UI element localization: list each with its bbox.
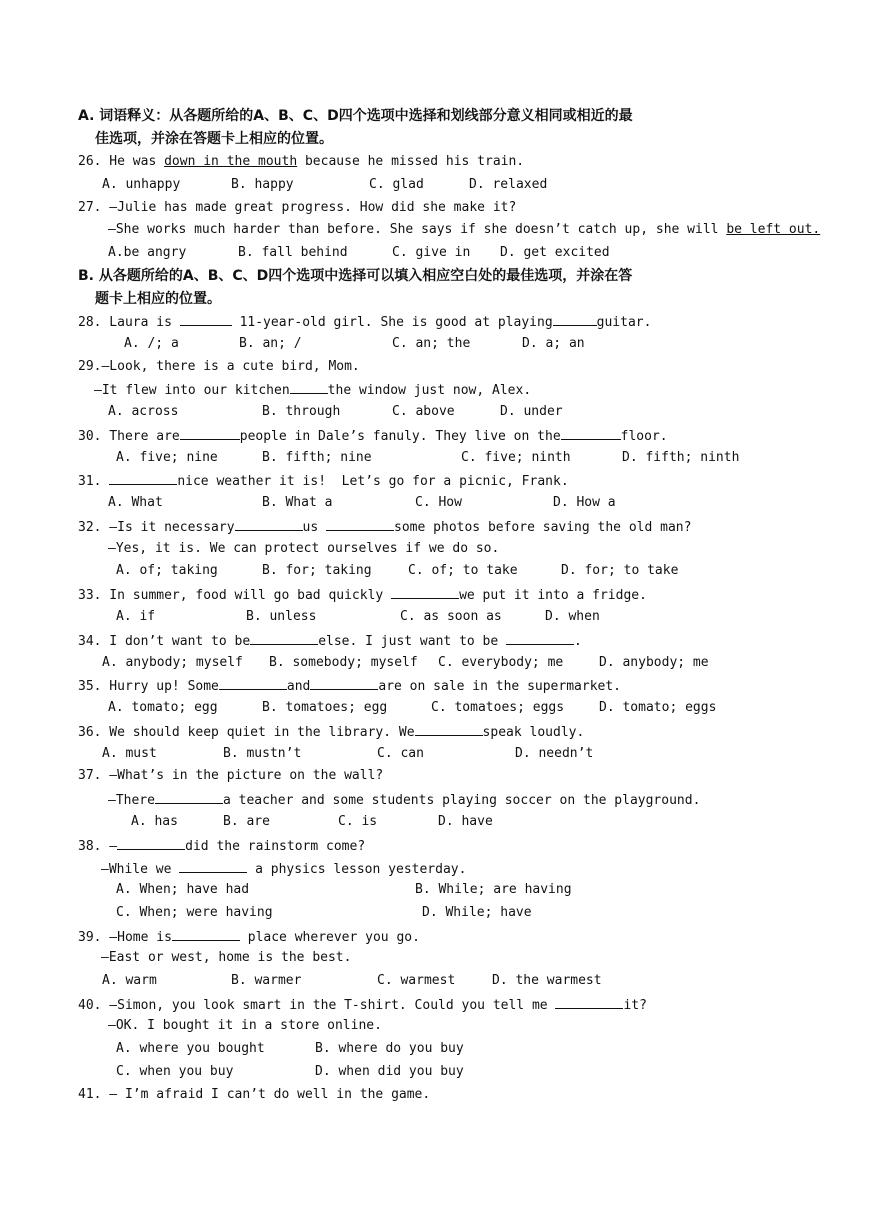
underlined-phrase: down in the mouth xyxy=(164,154,298,169)
option-36-b: B. mustn’t xyxy=(223,746,302,761)
answer-blank xyxy=(117,837,185,850)
option-27-b: B. fall behind xyxy=(238,245,348,260)
section-b-instruction-cont: 题卡上相应的位置。 xyxy=(95,291,221,307)
option-37-c: C. is xyxy=(338,814,378,829)
question-32-reply: —Yes, it is. We can protect ourselves if we do so. xyxy=(108,541,500,556)
option-28-c: C. an; the xyxy=(392,336,471,351)
option-29-a: A. across xyxy=(108,404,179,419)
question-33: 33. In summer, food will go bad quickly we put it into a fridge. xyxy=(78,588,647,603)
option-37-d: D. have xyxy=(438,814,493,829)
option-37-b: B. are xyxy=(223,814,270,829)
question-38: 38. — did the rainstorm come? xyxy=(78,839,366,854)
option-38-d: D. While; have xyxy=(422,905,532,920)
question-40: 40. —Simon, you look smart in the T-shirt. Could you tell me it? xyxy=(78,998,647,1013)
answer-blank xyxy=(250,632,318,645)
answer-blank xyxy=(391,586,459,599)
answer-blank xyxy=(326,518,394,531)
option-26-d: D. relaxed xyxy=(469,177,548,192)
option-35-d: D. tomato; eggs xyxy=(599,700,717,715)
section-a-instruction: A. 词语释义：从各题所给的A、B、C、D四个选项中选择和划线部分意义相同或相近的最 xyxy=(78,108,633,124)
answer-blank xyxy=(415,723,483,736)
underlined-phrase: be left out. xyxy=(726,222,821,237)
section-b-instruction: B. 从各题所给的A、B、C、D四个选项中选择可以填入相应空白处的最佳选项，并涂在答 xyxy=(78,268,633,284)
option-39-a: A. warm xyxy=(102,973,157,988)
option-30-a: A. five; nine xyxy=(116,450,218,465)
answer-blank xyxy=(561,427,621,440)
answer-blank xyxy=(506,632,574,645)
answer-blank xyxy=(155,791,223,804)
option-36-c: C. can xyxy=(377,746,424,761)
option-31-c: C. How xyxy=(415,495,462,510)
option-29-d: D. under xyxy=(500,404,563,419)
option-32-d: D. for; to take xyxy=(561,563,679,578)
answer-blank xyxy=(555,996,623,1009)
option-31-a: A. What xyxy=(108,495,163,510)
answer-blank xyxy=(172,928,240,941)
option-38-c: C. When; were having xyxy=(116,905,273,920)
option-32-c: C. of; to take xyxy=(408,563,518,578)
option-29-c: C. above xyxy=(392,404,455,419)
option-33-b: B. unless xyxy=(246,609,317,624)
option-32-b: B. for; taking xyxy=(262,563,372,578)
section-a-instruction-cont: 佳选项，并涂在答题卡上相应的位置。 xyxy=(95,131,333,147)
option-34-a: A. anybody; myself xyxy=(102,655,243,670)
option-32-a: A. of; taking xyxy=(116,563,218,578)
option-33-d: D. when xyxy=(545,609,600,624)
answer-blank xyxy=(290,381,328,394)
question-27-reply: —She works much harder than before. She says if she doesn’t catch up, she will be left out. xyxy=(108,222,821,237)
option-26-b: B. happy xyxy=(231,177,294,192)
option-30-b: B. fifth; nine xyxy=(262,450,372,465)
option-30-d: D. fifth; ninth xyxy=(622,450,740,465)
question-39-reply: —East or west, home is the best. xyxy=(101,950,352,965)
question-36: 36. We should keep quiet in the library. We speak loudly. xyxy=(78,725,585,740)
option-39-b: B. warmer xyxy=(231,973,302,988)
option-39-c: C. warmest xyxy=(377,973,456,988)
option-39-d: D. the warmest xyxy=(492,973,602,988)
option-38-b: B. While; are having xyxy=(415,882,572,897)
answer-blank xyxy=(179,860,247,873)
question-31: 31. nice weather it is! Let’s go for a picnic, Frank. xyxy=(78,474,569,489)
option-26-c: C. glad xyxy=(369,177,424,192)
option-27-c: C. give in xyxy=(392,245,471,260)
option-30-c: C. five; ninth xyxy=(461,450,571,465)
option-31-d: D. How a xyxy=(553,495,616,510)
option-40-d: D. when did you buy xyxy=(315,1064,464,1079)
answer-blank xyxy=(180,313,232,326)
option-31-b: B. What a xyxy=(262,495,333,510)
question-35: 35. Hurry up! Some and are on sale in the supermarket. xyxy=(78,679,622,694)
answer-blank xyxy=(180,427,240,440)
option-35-c: C. tomatoes; eggs xyxy=(431,700,565,715)
option-28-a: A. /; a xyxy=(124,336,179,351)
question-39: 39. —Home is place wherever you go. xyxy=(78,930,420,945)
option-29-b: B. through xyxy=(262,404,341,419)
option-27-d: D. get excited xyxy=(500,245,610,260)
answer-blank xyxy=(235,518,303,531)
option-26-a: A. unhappy xyxy=(102,177,181,192)
question-40-reply: —OK. I bought it in a store online. xyxy=(108,1018,382,1033)
question-30: 30. There are people in Dale’s fanuly. They live on the floor. xyxy=(78,429,668,444)
question-38-reply: —While we a physics lesson yesterday. xyxy=(101,862,467,877)
option-33-c: C. as soon as xyxy=(400,609,502,624)
option-36-a: A. must xyxy=(102,746,157,761)
question-29: 29.—Look, there is a cute bird, Mom. xyxy=(78,359,360,374)
option-37-a: A. has xyxy=(131,814,178,829)
option-36-d: D. needn’t xyxy=(515,746,594,761)
question-28: 28. Laura is 11-year-old girl. She is good at playing guitar. xyxy=(78,315,652,330)
question-37: 37. —What’s in the picture on the wall? xyxy=(78,768,384,783)
option-34-b: B. somebody; myself xyxy=(269,655,418,670)
option-33-a: A. if xyxy=(116,609,156,624)
question-34: 34. I don’t want to be else. I just want to be . xyxy=(78,634,582,649)
option-38-a: A. When; have had xyxy=(116,882,250,897)
question-32: 32. —Is it necessary us some photos before saving the old man? xyxy=(78,520,692,535)
question-37-reply: —There a teacher and some students playing soccer on the playground. xyxy=(108,793,701,808)
option-40-b: B. where do you buy xyxy=(315,1041,464,1056)
option-34-d: D. anybody; me xyxy=(599,655,709,670)
option-35-b: B. tomatoes; egg xyxy=(262,700,388,715)
answer-blank xyxy=(219,677,287,690)
option-28-b: B. an; / xyxy=(239,336,302,351)
question-29-reply: —It flew into our kitchen the window just now, Alex. xyxy=(94,383,532,398)
option-35-a: A. tomato; egg xyxy=(108,700,218,715)
question-41: 41. — I’m afraid I can’t do well in the game. xyxy=(78,1087,431,1102)
option-40-c: C. when you buy xyxy=(116,1064,234,1079)
answer-blank xyxy=(310,677,378,690)
question-27: 27. —Julie has made great progress. How did she make it? xyxy=(78,200,517,215)
option-34-c: C. everybody; me xyxy=(438,655,564,670)
answer-blank xyxy=(109,472,177,485)
option-40-a: A. where you bought xyxy=(116,1041,265,1056)
question-26: 26. He was down in the mouth because he missed his train. xyxy=(78,154,525,169)
option-28-d: D. a; an xyxy=(522,336,585,351)
option-27-a: A.be angry xyxy=(108,245,187,260)
answer-blank xyxy=(553,313,597,326)
